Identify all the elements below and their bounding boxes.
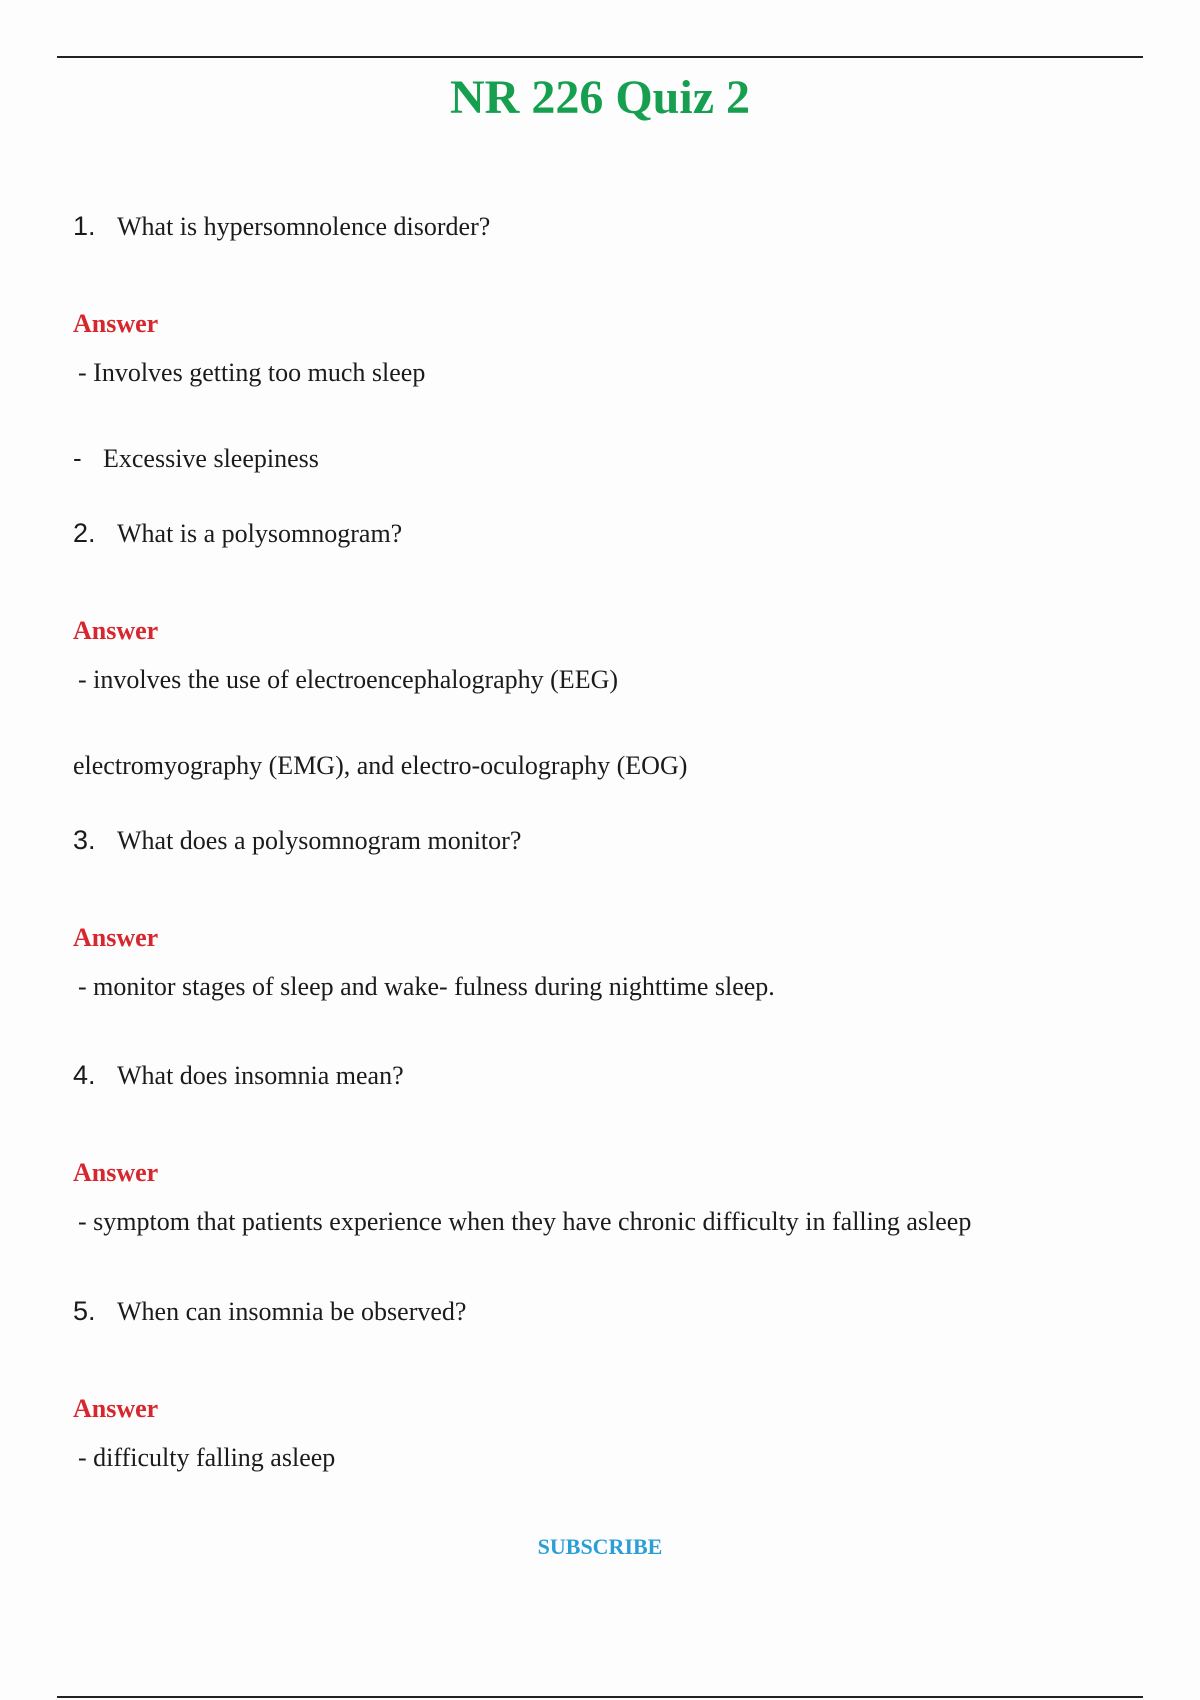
answer-text-5: - difficulty falling asleep: [78, 1443, 336, 1472]
answer-text-2: - involves the use of electroencephalography (EEG): [78, 665, 619, 694]
answer-bullet-1: [73, 443, 319, 474]
question-5: [73, 1295, 466, 1327]
question-text: What is hypersomnolence disorder?: [117, 212, 491, 241]
question-3: [73, 824, 521, 856]
subscribe-link[interactable]: SUBSCRIBE: [537, 1534, 663, 1559]
answer-label-5: Answer: [73, 1394, 159, 1423]
question-1: [73, 210, 490, 242]
answer-text-1: - Involves getting too much sleep: [78, 358, 426, 387]
question-4: [73, 1059, 404, 1091]
answer-continuation-2: electromyography (EMG), and electro-oculography (EOG): [73, 751, 688, 780]
bullet-dash: -: [73, 443, 82, 473]
answer-text-4: - symptom that patients experience when they have chronic difficulty in falling asleep: [78, 1207, 972, 1236]
question-number: 1.: [73, 211, 96, 241]
bullet-text: Excessive sleepiness: [103, 444, 319, 473]
answer-label-4: Answer: [73, 1158, 159, 1187]
page-title: NR 226 Quiz 2: [450, 71, 750, 124]
question-number: 4.: [73, 1060, 96, 1090]
answer-label-3: Answer: [73, 923, 159, 952]
question-2: [73, 517, 402, 549]
top-rule: [57, 56, 1143, 58]
question-number: 5.: [73, 1296, 96, 1326]
answer-label-1: Answer: [73, 309, 159, 338]
answer-label-2: Answer: [73, 616, 159, 645]
question-number: 3.: [73, 825, 96, 855]
question-text: What does a polysomnogram monitor?: [117, 826, 522, 855]
question-text: What is a polysomnogram?: [117, 519, 403, 548]
bottom-rule: [57, 1696, 1143, 1698]
answer-text-3: - monitor stages of sleep and wake- fulness during nighttime sleep.: [78, 972, 775, 1001]
question-number: 2.: [73, 518, 96, 548]
question-text: When can insomnia be observed?: [117, 1297, 467, 1326]
question-text: What does insomnia mean?: [117, 1061, 404, 1090]
